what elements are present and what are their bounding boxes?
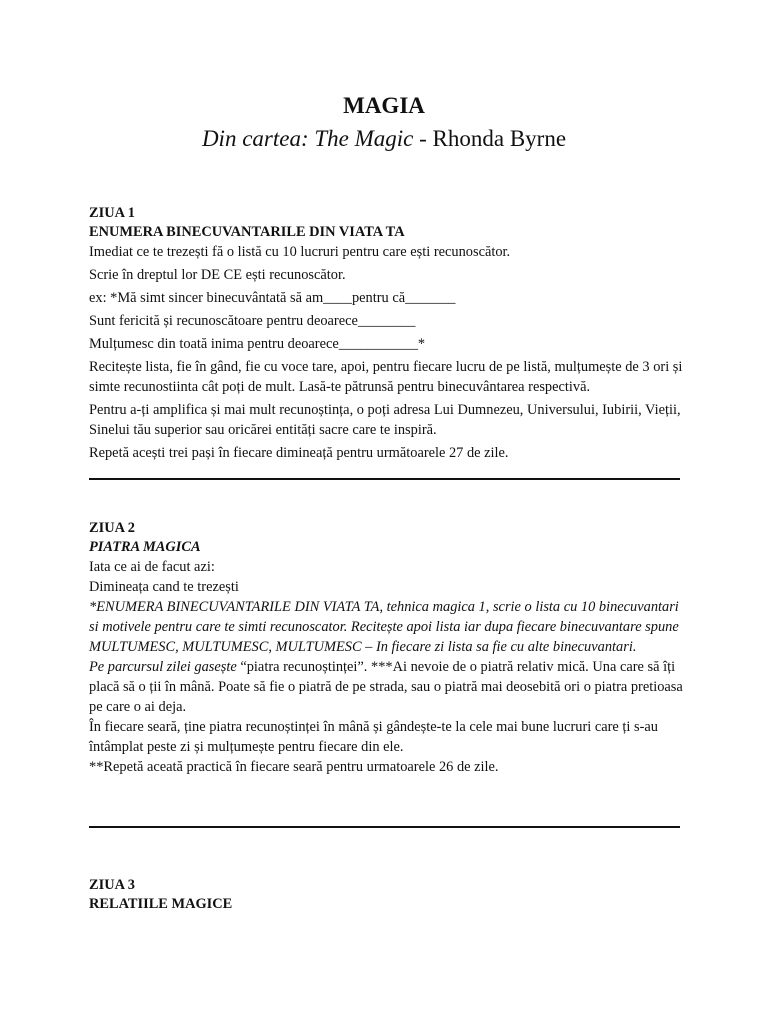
day1-paragraph: Imediat ce te trezești fă o listă cu 10 lucruri pentru care ești recunoscător. [89,244,511,260]
day2-heading: PIATRA MAGICA [89,539,201,555]
day1-paragraph: Scrie în dreptul lor DE CE ești recunoscător. [89,267,346,283]
document-title: MAGIA [343,93,425,118]
section-divider [89,478,680,480]
day2-paragraph: Iata ce ai de facut azi: [89,559,215,575]
day2-paragraph: În fiecare seară, ține piatra recunoștinței în mână și gândește-te la cele mai bune lucruri care ți s-au întâmplat peste zi și mulțumește pentru fiecare din ele. [89,719,658,755]
day1-label: ZIUA 1 [89,205,135,221]
day1-paragraph: Mulțumesc din toată inima pentru deoarece___________* [89,336,426,352]
day1-paragraph: Repetă acești trei pași în fiecare dimineață pentru următoarele 27 de zile. [89,445,509,461]
subtitle-book: Din cartea: The Magic [201,126,414,151]
document-subtitle [0,124,768,154]
day2-italic-run: Pe parcursul zilei gasește [89,659,237,675]
day2-paragraph: **Repetă aceată practică în fiecare seară pentru urmatoarele 26 de zile. [89,759,499,775]
day1-paragraph: Pentru a-ți amplifica și mai mult recunoștința, o poți adresa Lui Dumnezeu, Universului, Iubirii, Vieții, Sinelui tău superior sau oricărei entități sacre care te inspiră. [89,402,681,438]
day1-paragraph: Recitește lista, fie în gând, fie cu voce tare, apoi, pentru fiecare lucru de pe listă, mulțumește de 3 ori și simte recunostiinta cât poți de mult. Lasă-te pătrunsă pentru binecuvântarea respectivă. [89,359,683,395]
day2-paragraph: Dimineața cand te trezești [89,579,239,595]
day2-paragraph: *ENUMERA BINECUVANTARILE DIN VIATA TA, tehnica magica 1, scrie o lista cu 10 binecuvantari si motivele pentru care te simti recunoscator. Recitește apoi lista iar dupa fiecare binecuvantare spune MULTUMESC, MULTUMESC, MULTUMESC – In fiecare zi lista sa fie cu alte binecuvantari. [89,599,679,655]
day1-section [89,204,685,466]
day2-section [89,519,685,777]
day1-heading: ENUMERA BINECUVANTARILE DIN VIATA TA [89,224,405,240]
section-divider [89,826,680,828]
day2-text-run: “piatra recunoștinței”. ***Ai nevoie de o piatră relativ mică. Una care să îți placă să o ții în mână. Poate să fie o piatră de pe strada, sau o piatră mai deosebită ori o piatra pretioasa pe care o ai deja. [89,659,683,715]
day1-paragraph: ex: *Mă simt sincer binecuvântată să am____pentru că_______ [89,290,456,306]
day2-paragraph [89,657,685,717]
day1-paragraph: Sunt fericită și recunoscătoare pentru deoarece________ [89,313,416,329]
day3-label: ZIUA 3 [89,877,135,893]
day3-section [89,876,685,914]
subtitle-author: - Rhonda Byrne [413,126,567,151]
day3-heading: RELATIILE MAGICE [89,896,233,912]
day2-label: ZIUA 2 [89,520,135,536]
